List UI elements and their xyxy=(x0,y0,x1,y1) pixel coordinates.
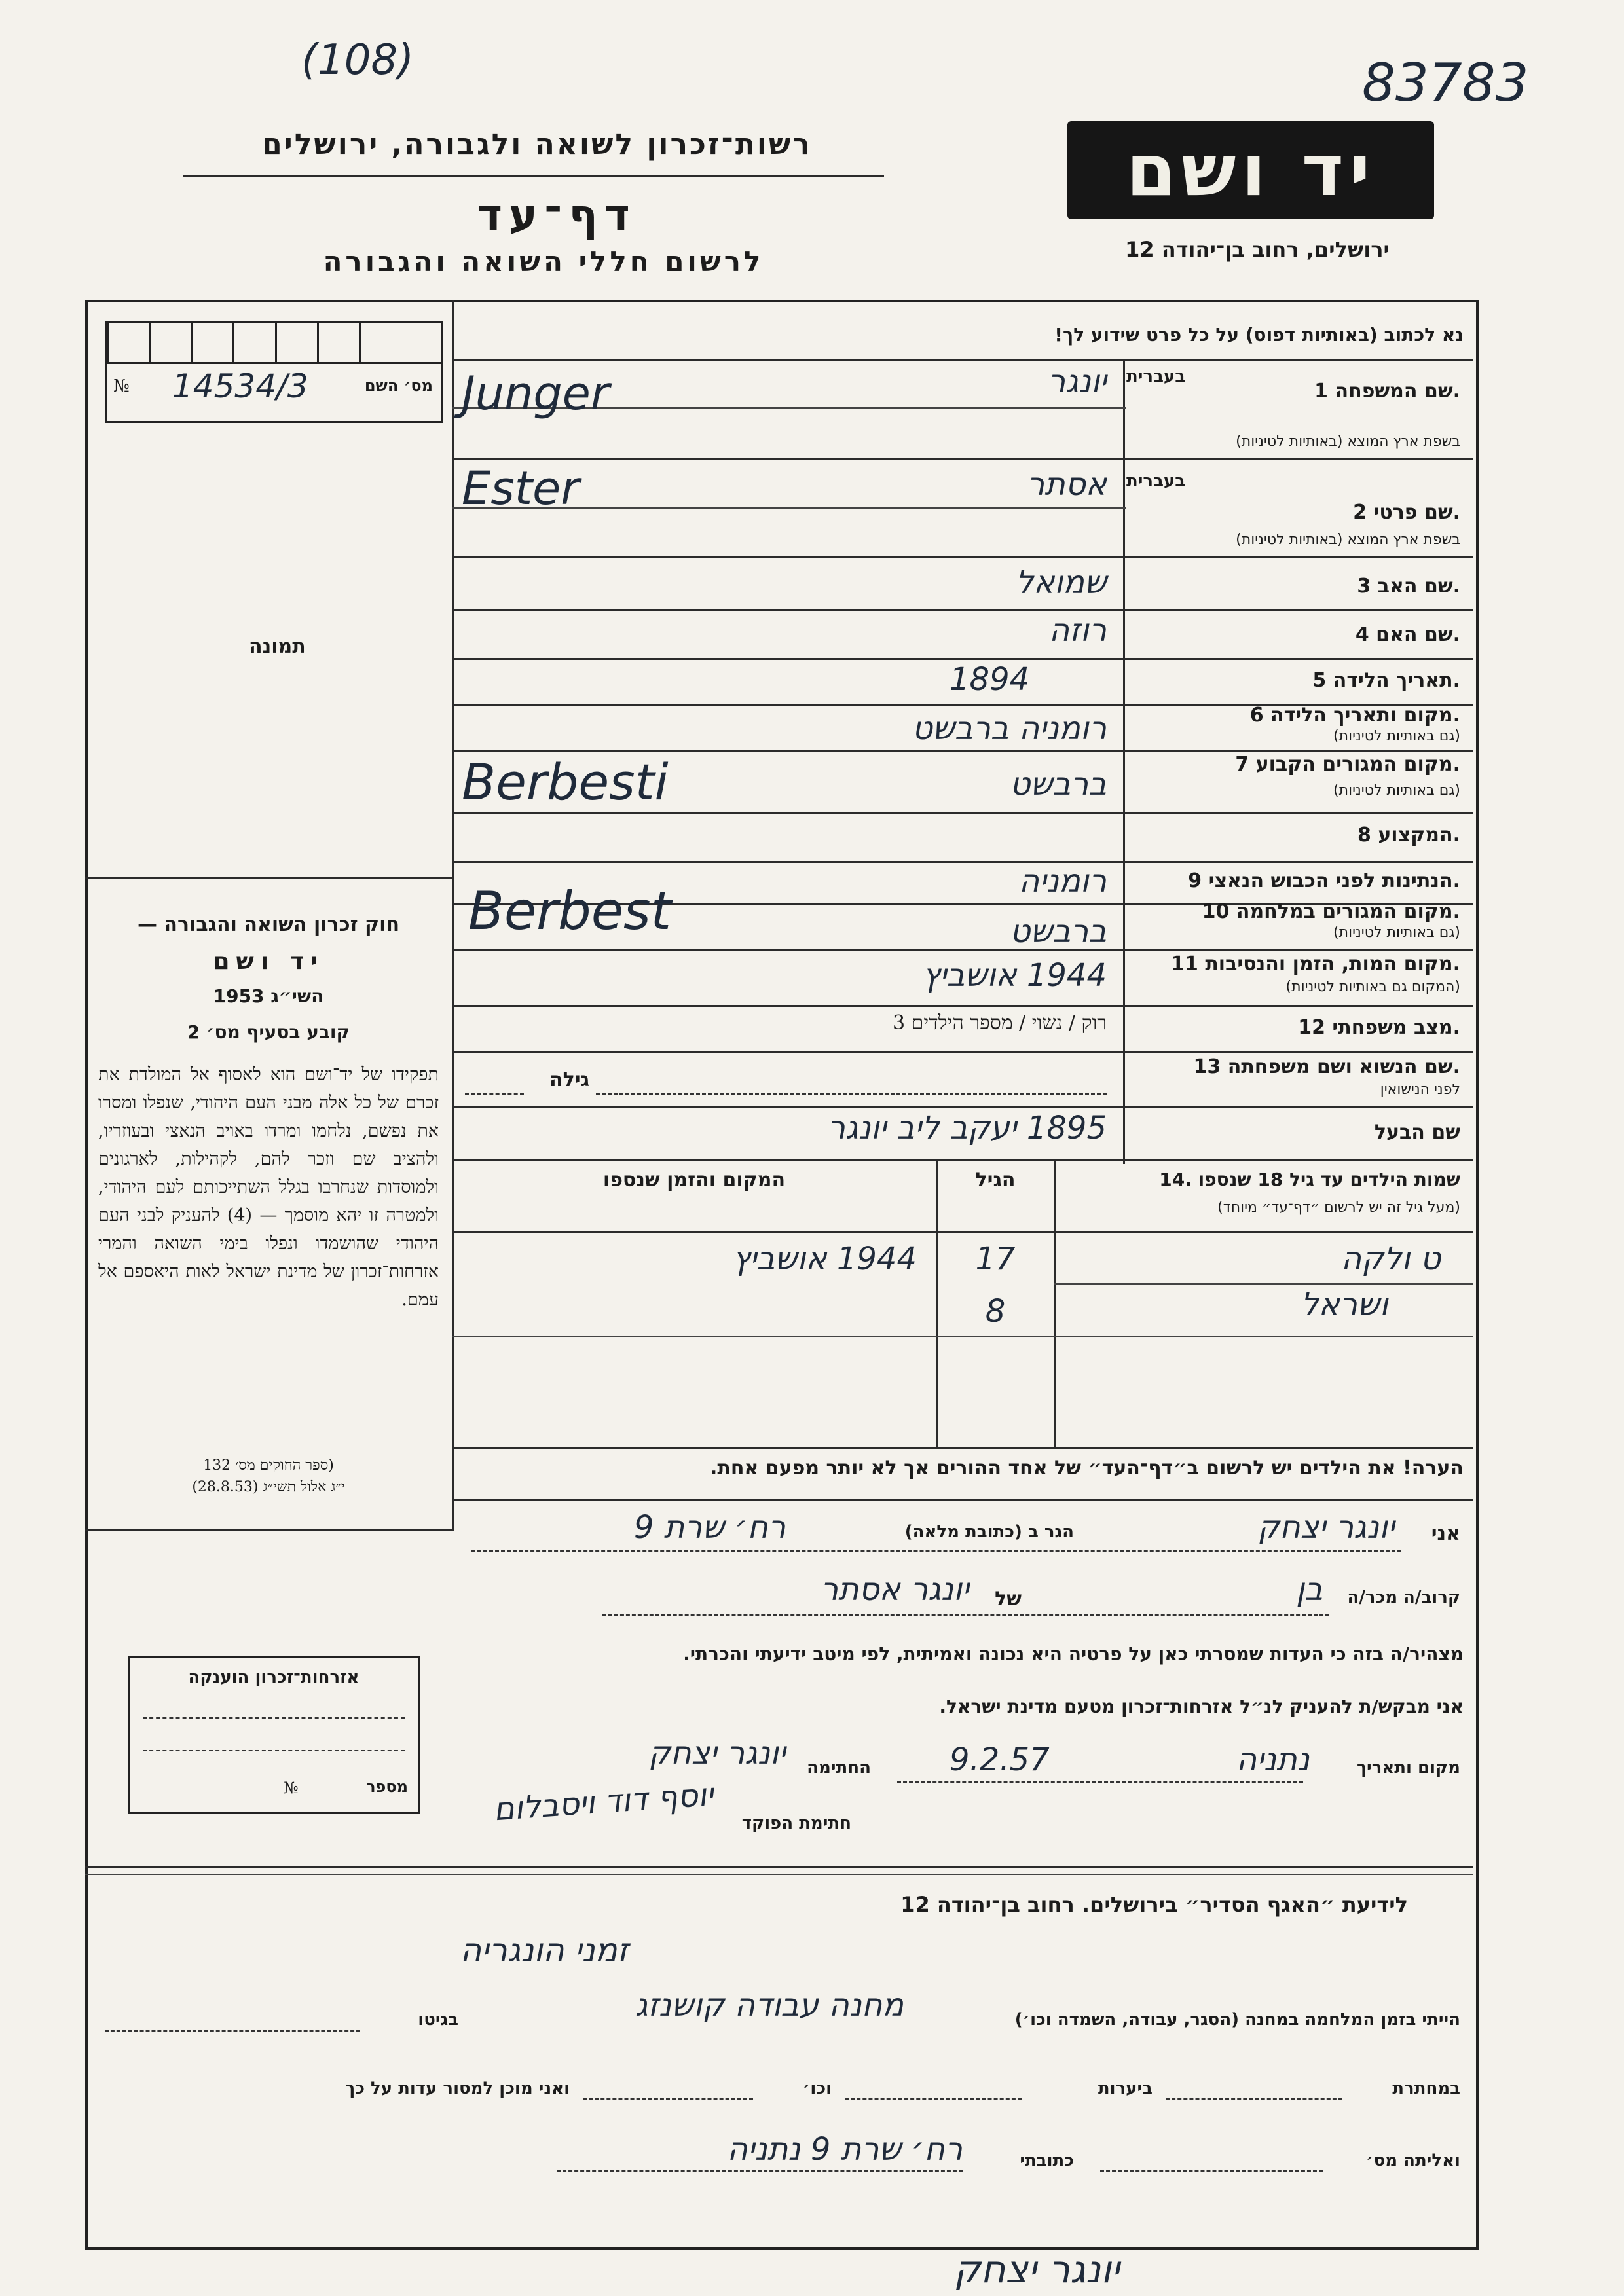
serial-digit-cells xyxy=(107,323,441,364)
field-2-hebrew-tag: בעברית xyxy=(1126,471,1186,491)
declaration-date: 9.2.57 xyxy=(950,1741,1050,1778)
citizenship-number-prefix: № xyxy=(284,1779,299,1797)
field-5-label: תאריך הלידה 5. xyxy=(1312,669,1460,692)
serial-box xyxy=(105,321,443,423)
children-age-header: הגיל xyxy=(975,1169,1016,1192)
bottom-underground-label: במחתרת xyxy=(1392,2079,1460,2098)
place-date-label: מקום ותאריך xyxy=(1357,1758,1460,1777)
field-10-label: מקום המגורים במלחמה 10. xyxy=(1202,900,1460,923)
declaration-statement: מצהיר/ה בזה כי העדות שמסרתי כאן על פרטיה היא נכונה ואמיתית, לפי מיטב ידיעתי והכרתי. xyxy=(683,1643,1464,1665)
bottom-address-label: כתובתי xyxy=(1020,2151,1074,2170)
bottom-testify-label: ואני מוכן למסור עדות על כך xyxy=(345,2079,570,2098)
yad-vashem-logo: יד ושם xyxy=(1067,121,1434,219)
field-11-label: מקום המות, הזמן והנסיבות 11. xyxy=(1171,953,1460,975)
law-ref-1: (ספר החוקים מס׳ 132 xyxy=(203,1457,334,1474)
bottom-title: לידיעת ״האגף הסדיר״ בירושלים. רחוב בן־יהודה 12 xyxy=(900,1892,1408,1917)
field-1-hebrew-tag: בעברית xyxy=(1126,367,1186,386)
official-signature: יוסף דוד ויסבלום xyxy=(492,1776,715,1829)
field-1-sub: בשפת ארץ המוצא (באותיות לטיניות) xyxy=(1236,433,1460,450)
field-1-hebrew-value: יונגר xyxy=(1048,363,1107,400)
declarant-signature: יונגר יצחק xyxy=(648,1735,786,1772)
citizenship-box-title: אזרחות־זכרון הוענקה xyxy=(188,1667,360,1687)
field-5-value: 1894 xyxy=(950,661,1030,698)
declaration-address-label: הגר ב (כתובת מלאה) xyxy=(904,1522,1074,1542)
field-2-hebrew-value: אסתר xyxy=(1027,466,1107,503)
child-2-age: 8 xyxy=(985,1293,1006,1330)
field-1-latin-value: Junger xyxy=(462,367,610,420)
declaration-request: אני מבקש/ת להעניק לנ״ל אזרחות־זכרון מטעם מדינת ישראל. xyxy=(939,1696,1464,1717)
law-ref-2: י״ג אלול תשי״ג (28.8.53) xyxy=(192,1479,345,1495)
bottom-signature: יונגר יצחק xyxy=(953,2247,1120,2291)
law-year: השי״ג 1953 xyxy=(213,985,324,1007)
corner-number: 83783 xyxy=(1362,52,1529,113)
bottom-etc-label: וכו׳ xyxy=(802,2079,832,2098)
field-10-hebrew-value: ברבשט xyxy=(1010,913,1107,950)
declarant-name: יונגר יצחק xyxy=(1257,1509,1395,1546)
bottom-ghetto-label: בגיטו xyxy=(418,2010,458,2030)
bottom-address-value: רח׳ שרת 9 נתניה xyxy=(727,2131,963,2168)
field-4-label: שם האם 4. xyxy=(1355,623,1460,646)
field-7-label: מקום המגורים הקבוע 7. xyxy=(1235,753,1460,776)
declaration-relation-label: קרוב/ה מכר/ה xyxy=(1347,1588,1460,1607)
field-2-label: שם פרטי 2. xyxy=(1353,501,1460,524)
declaration-relation: בן xyxy=(1296,1571,1323,1608)
official-signature-label: חתימת הפוקד xyxy=(741,1813,851,1833)
field-10-sub: (גם באותיות לטיניות) xyxy=(1333,924,1460,941)
serial-value: 14534/3 xyxy=(172,367,308,405)
bottom-camp-label: הייתי בזמן המלחמה במחנה (הסגר, עבודה, השמדה וכו׳) xyxy=(1014,2010,1460,2030)
field-4-value: רוזה xyxy=(1048,612,1107,649)
field-8-label: המקצוע 8. xyxy=(1357,824,1460,847)
bottom-hand-note: זמני הונגריה xyxy=(460,1931,629,1969)
law-title: חוק זכרון השואה והגבורה — xyxy=(137,913,400,936)
serial-label: מס׳ השם xyxy=(364,376,433,395)
child-2-name: ושראל xyxy=(1301,1286,1388,1323)
field-3-value: שמואל xyxy=(1015,564,1107,601)
declaration-of-label: של xyxy=(995,1588,1022,1611)
husband-value: 1895 יעקב ליב יונגר xyxy=(827,1110,1107,1146)
child-1-age: 17 xyxy=(975,1241,1016,1277)
authority-name: רשות־זכרון לשואה ולגבורה, ירושלים xyxy=(262,128,812,161)
law-clause: קובע בסעיף מס׳ 2 xyxy=(187,1021,350,1043)
field-1-label: שם המשפחה 1. xyxy=(1314,380,1460,403)
field-6-value: רומניה ברבשט xyxy=(912,710,1107,747)
field-2-sub: בשפת ארץ המוצא (באותיות לטיניות) xyxy=(1236,532,1460,548)
field-13-label: שם הנשוא ושם משפחתה 13. xyxy=(1193,1055,1460,1078)
bottom-camp-value: מחנה עבודה קושנזג xyxy=(635,1987,904,2024)
note-text: הערה! את הילדים יש לרשום ב״דף־העד״ של אחד ההורים אך לא יותר מפעם אחת. xyxy=(710,1457,1464,1480)
signature-label: החתימה xyxy=(807,1758,871,1777)
form-title: דף־עד xyxy=(477,190,637,240)
photo-label: תמונה xyxy=(249,635,306,658)
field-7-latin-value: Berbesti xyxy=(462,753,669,811)
citizenship-box xyxy=(128,1656,420,1814)
law-text: תפקידו של יד־ושם הוא לאסוף אל המולדת את זכרם של כל אלה מבני העם היהודי, שנפלו ומסרו את נפשם, נלחמו ומרדו באויב הנאצי ובעוזריו, ולהציב שם וזכר להם, לקהילות, לארגונים ולמוסדות שנחרבו בגלל השתייכותם לעם היהודי, ולמטרה זו יהא מוסמך — (4) להעניק לבני העם היהודי שהושמדו ונפלו בימי השואה והמרי אזרחות־זכרון של מדינת ישראל לאות היאספם אל עמם. xyxy=(98,1065,439,1310)
child-1-name: ט ולקה xyxy=(1340,1241,1441,1277)
field-7-sub: (גם באותיות לטיניות) xyxy=(1333,782,1460,799)
declaration-i-label: אני xyxy=(1431,1522,1460,1545)
children-names-header: 14. שמות הילדים עד גיל 18 שנספו xyxy=(1159,1169,1460,1190)
field-13-sub: לפני הנישואין xyxy=(1380,1082,1460,1098)
field-6-label: מקום ותאריך הלידה 6. xyxy=(1249,704,1460,727)
declaration-place: נתניה xyxy=(1236,1741,1310,1778)
field-3-label: שם האב 3. xyxy=(1357,575,1460,598)
field-9-value: רומניה xyxy=(1018,863,1107,900)
law-name: יד ושם xyxy=(213,948,324,975)
field-11-value: 1944 אושביץ xyxy=(923,957,1107,994)
field-11-sub: (המקום גם באותיות לטיניות) xyxy=(1285,979,1460,995)
form-subtitle: לרשום חללי השואה והגבורה xyxy=(323,246,764,278)
children-place-header: המקום והזמן שנספו xyxy=(602,1169,786,1192)
citizenship-number-label: מספר xyxy=(366,1777,408,1796)
serial-prefix: № xyxy=(113,376,130,396)
children-names-sub: (מעל גיל זה יש לרשום ״דף־עד״ מיוחד) xyxy=(1217,1199,1460,1216)
child-1-place: 1944 אושביץ xyxy=(733,1241,917,1277)
bottom-forests-label: ביערות xyxy=(1098,2079,1153,2098)
field-7-hebrew-value: ברבשט xyxy=(1010,766,1107,803)
address: ירושלים, רחוב בן־יהודה 12 xyxy=(1125,237,1390,262)
field-9-label: הנתינות לפני הכבוש הנאצי 9. xyxy=(1188,869,1460,892)
field-2-latin-value: Ester xyxy=(462,462,580,515)
field-12-value: רוק / נשוי / מספר הילדים 3 xyxy=(892,1011,1107,1034)
declarant-address: רח׳ שרת 9 xyxy=(633,1509,786,1546)
declaration-relative-name: יונגר אסתר xyxy=(820,1571,969,1608)
field-6-sub: (גם באותיות לטיניות) xyxy=(1333,728,1460,744)
field-12-label: מצב משפחתי 12. xyxy=(1298,1016,1460,1039)
bottom-aliyah-label: ואליתה מס׳ xyxy=(1366,2151,1460,2170)
handwritten-top-number: (108) xyxy=(301,36,415,84)
field-10-latin-value: Berbest xyxy=(468,881,672,941)
husband-label: שם הבעל xyxy=(1374,1121,1460,1144)
field-13-age-label: גילה xyxy=(549,1068,589,1091)
instruction-text: נא לכתוב (באותיות דפוס) על כל פרט שידוע לך! xyxy=(1054,324,1464,346)
